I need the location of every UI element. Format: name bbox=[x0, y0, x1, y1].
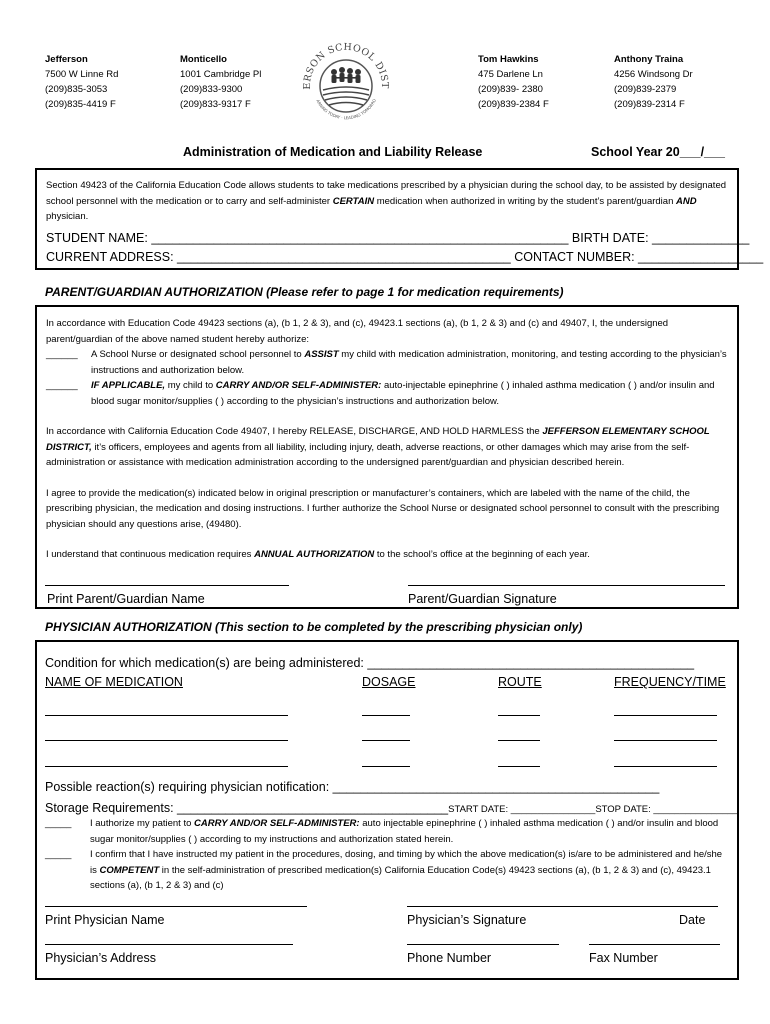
school-fax: (209)839-2314 F bbox=[614, 99, 685, 110]
dosage-line-1[interactable] bbox=[362, 715, 410, 716]
physician-competent-item: _____ I confirm that I have instructed my patient in the procedures, dosing, and timing by which the above medication(s) is/are to be administered and he/she is COMPETENT in the self-administration of prescribed medication(s) California Education Code(s) 49423 sections (a), (b 1, 2 & 3) and (c), 49423.1 sections (a), (b 1, 2 & 3) and (c) bbox=[45, 847, 725, 894]
annual-authorization-paragraph: I understand that continuous medication requires ANNUAL AUTHORIZATION to the school’s office at the beginning of each year. bbox=[46, 549, 590, 560]
school-fax: (209)839-2384 F bbox=[478, 99, 549, 110]
intro-paragraph: Section 49423 of the California Education Code allows students to take medications prescribed by a physician during the school day, to be assisted by designated school personnel with the medication or to carry and self-administer CERTAIN medication when authorized in writing by the student’s parent/guardian AND physician. bbox=[46, 180, 727, 222]
provide-medication-paragraph: I agree to provide the medication(s) indicated below in original prescription or manufacturer’s containers, which are labeled with the name of the child, the prescribing physician, the medication and dosing instructions. I further authorize the School Nurse or designated school personnel to consult with the prescribing physician should any questions arise, (49480). bbox=[46, 487, 720, 530]
physician-address-label: Physician’s Address bbox=[45, 951, 156, 965]
school-tom-hawkins bbox=[478, 52, 549, 112]
parent-authorization-box bbox=[35, 305, 739, 609]
school-address: 1001 Cambridge Pl bbox=[180, 69, 262, 80]
date-label: Date bbox=[679, 913, 706, 927]
school-name: Jefferson bbox=[45, 54, 88, 65]
dosage-line-3[interactable] bbox=[362, 766, 410, 767]
physician-name-line[interactable] bbox=[45, 906, 307, 907]
medication-name-line-3[interactable] bbox=[45, 766, 288, 767]
parent-signature-line[interactable] bbox=[408, 585, 725, 586]
storage-row bbox=[45, 799, 738, 817]
route-line-3[interactable] bbox=[498, 766, 540, 767]
parent-name-line[interactable] bbox=[45, 585, 289, 586]
district-logo bbox=[296, 34, 396, 134]
reactions-field[interactable]: Possible reaction(s) requiring physician notification: _______________________________________________ bbox=[45, 780, 660, 794]
svg-text:JEFFERSON SCHOOL DISTRICT: ERSON SCHOOL DIST bbox=[301, 41, 391, 90]
physician-signature-line[interactable] bbox=[407, 906, 718, 907]
school-fax: (209)835-4419 F bbox=[45, 99, 116, 110]
student-name-field[interactable]: STUDENT NAME: ____________________________________________________________ BIRTH DATE: ______________ bbox=[46, 230, 750, 245]
school-anthony-traina bbox=[614, 52, 693, 112]
release-paragraph: In accordance with California Education Code 49407, I hereby RELEASE, DISCHARGE, AND HOLD HARMLESS the JEFFERSON ELEMENTARY SCHOOL DISTRICT, it’s officers, employees and agents from all liability, including injury, death, adverse reactions, or other damages which may arise from the self-administration or assistance with medication administration according to the undersigned parent/guardian and physician described herein. bbox=[46, 426, 710, 468]
route-line-2[interactable] bbox=[498, 740, 540, 741]
physician-self-administer-blank[interactable]: _____ bbox=[45, 818, 72, 829]
school-name: Tom Hawkins bbox=[478, 54, 539, 65]
form-title: Administration of Medication and Liability Release bbox=[183, 145, 483, 159]
assist-authorization-item: ______ A School Nurse or designated school personnel to ASSIST my child with medication administration, monitoring, and testing according to the physician’s instructions and authorization below. bbox=[46, 347, 728, 378]
frequency-line-2[interactable] bbox=[614, 740, 717, 741]
print-physician-name-label: Print Physician Name bbox=[45, 913, 165, 927]
parent-section-title: PARENT/GUARDIAN AUTHORIZATION (Please refer to page 1 for medication requirements) bbox=[45, 285, 564, 299]
condition-field[interactable]: Condition for which medication(s) are being administered: _______________________________________________ bbox=[45, 656, 695, 670]
school-phone: (209)839-2379 bbox=[614, 84, 677, 95]
school-name: Monticello bbox=[180, 54, 227, 65]
school-address: 475 Darlene Ln bbox=[478, 69, 543, 80]
print-parent-name-label: Print Parent/Guardian Name bbox=[47, 592, 205, 606]
self-administer-item: ______ IF APPLICABLE, my child to CARRY AND/OR SELF-ADMINISTER: auto-injectable epinephrine ( ) inhaled asthma medication ( ) and/or insulin and blood sugar monitor/supplies ( ) according to the physician’s instructions and authorization below. bbox=[46, 378, 728, 409]
frequency-line-1[interactable] bbox=[614, 715, 717, 716]
physician-signature-label: Physician’s Signature bbox=[407, 913, 527, 927]
assist-checkbox-blank[interactable]: ______ bbox=[46, 349, 78, 360]
school-jefferson bbox=[45, 52, 118, 112]
frequency-line-3[interactable] bbox=[614, 766, 717, 767]
school-year-field[interactable]: School Year 20___/___ bbox=[591, 145, 725, 159]
header-dosage: DOSAGE bbox=[362, 675, 416, 689]
stop-date-field[interactable]: STOP DATE: ________________ bbox=[595, 804, 738, 815]
header-route: ROUTE bbox=[498, 675, 542, 689]
school-fax: (209)833-9317 F bbox=[180, 99, 251, 110]
medication-name-line-2[interactable] bbox=[45, 740, 288, 741]
physician-address-line[interactable] bbox=[45, 944, 293, 945]
dosage-line-2[interactable] bbox=[362, 740, 410, 741]
school-phone: (209)833-9300 bbox=[180, 84, 243, 95]
fax-number-label: Fax Number bbox=[589, 951, 658, 965]
phone-number-line[interactable] bbox=[407, 944, 559, 945]
physician-section-title: PHYSICIAN AUTHORIZATION (This section to be completed by the prescribing physician only) bbox=[45, 620, 583, 634]
header-frequency: FREQUENCY/TIME bbox=[614, 675, 726, 689]
storage-field[interactable]: Storage Requirements: _______________________________________ bbox=[45, 801, 449, 815]
svg-text:LEARNING TODAY · LEADING TOMOR: ARNING TODAY · LEADING TOMORRO bbox=[315, 98, 378, 121]
current-address-field[interactable]: CURRENT ADDRESS: ________________________________________________ CONTACT NUMBER: __________________ bbox=[46, 249, 764, 264]
start-date-field[interactable]: START DATE: ________________ bbox=[448, 804, 596, 815]
fax-number-line[interactable] bbox=[589, 944, 720, 945]
header-medication-name: NAME OF MEDICATION bbox=[45, 675, 183, 689]
school-name: Anthony Traina bbox=[614, 54, 684, 65]
route-line-1[interactable] bbox=[498, 715, 540, 716]
school-phone: (209)839- 2380 bbox=[478, 84, 543, 95]
phone-number-label: Phone Number bbox=[407, 951, 492, 965]
school-address: 7500 W Linne Rd bbox=[45, 69, 119, 80]
physician-self-administer-item: _____ I authorize my patient to CARRY AND/OR SELF-ADMINISTER: auto injectable epinephrine ( ) inhaled asthma medication ( ) and/or insulin and blood sugar monitor/supplies ( ) according to my instructions and authorization stated herein. bbox=[45, 816, 725, 847]
self-administer-checkbox-blank[interactable]: ______ bbox=[46, 380, 78, 391]
school-address: 4256 Windsong Dr bbox=[614, 69, 693, 80]
parent-paragraph-1: In accordance with Education Code 49423 sections (a), (b 1, 2 & 3), and (c), 49423.1 sections (a), (b 1, 2 & 3) and (c) and 49407, I, the undersigned parent/guardian of the above named student hereby authorize: bbox=[46, 318, 669, 345]
school-monticello bbox=[180, 52, 261, 112]
student-info-box bbox=[35, 168, 764, 270]
physician-competent-blank[interactable]: _____ bbox=[45, 849, 72, 860]
medication-name-line-1[interactable] bbox=[45, 715, 288, 716]
parent-signature-label: Parent/Guardian Signature bbox=[408, 592, 557, 606]
school-phone: (209)835-3053 bbox=[45, 84, 108, 95]
